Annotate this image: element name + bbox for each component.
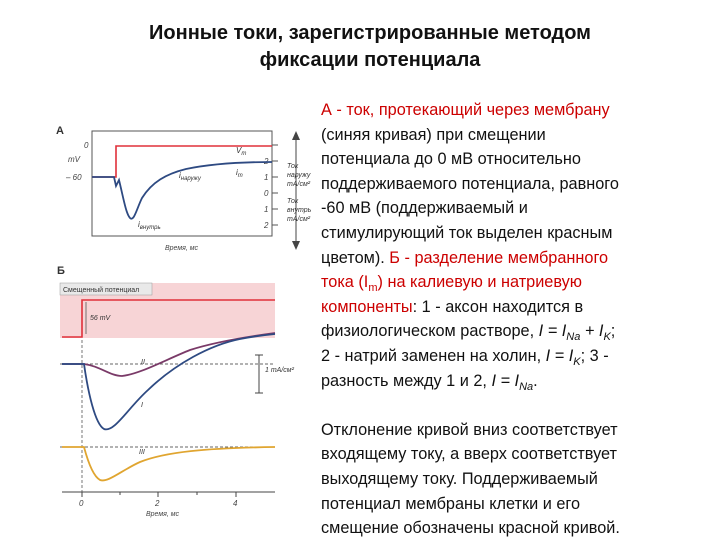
text-segment: I = I: [491, 371, 520, 390]
text-line: [321, 442, 713, 467]
text-segment: ;: [610, 322, 616, 341]
right-tick-label: 2: [264, 157, 269, 166]
text-segment: разность между 1 и 2,: [321, 371, 492, 390]
text-segment: Na: [519, 380, 534, 393]
text-segment: компоненты: [321, 297, 413, 316]
panel-a-tick-0: 0: [84, 141, 89, 150]
i-in-label: $i_{внутрь}$: [138, 220, 161, 231]
x-tick-label: 4: [233, 499, 238, 508]
text-segment: K: [573, 355, 581, 368]
text-segment: тока (I: [321, 273, 369, 292]
arrow-up-icon: [292, 131, 300, 140]
right-tick-label: 2: [264, 221, 269, 230]
text-segment: -60 мВ (поддерживаемый и: [321, 199, 528, 218]
text-segment: .: [533, 371, 538, 390]
text-segment: I = I: [538, 322, 567, 341]
paragraph-gap: [321, 393, 713, 418]
text-segment: потенциала до 0 мВ относительно: [321, 150, 581, 169]
text-segment: входящему току, а вверх соответствует: [321, 445, 618, 464]
im-label: $i_m$: [236, 168, 243, 179]
right-tick-label: 1: [264, 205, 269, 214]
explanation-text: [321, 98, 713, 541]
text-segment: 2 - натрий заменен на холин,: [321, 346, 546, 365]
current-out-label: Ток наружу mA/см²: [287, 163, 311, 188]
text-segment: смещение обозначены красной кривой.: [321, 519, 620, 538]
curve-ii-label: II: [141, 359, 145, 366]
text-segment: K: [603, 331, 611, 344]
scale-label: 1 mA/см²: [265, 367, 294, 374]
x-tick-label: 0: [79, 499, 84, 508]
text-segment: + I: [580, 322, 604, 341]
title-line-2: фиксации потенциала: [259, 49, 481, 71]
text-line: [321, 418, 713, 443]
text-segment: ) на калиевую и натриевую: [377, 273, 582, 292]
text-line: [321, 467, 713, 492]
panel-a-label: А: [56, 125, 64, 137]
x-tick-label: 2: [155, 499, 160, 508]
text-segment: ; 3 -: [580, 346, 609, 365]
text-segment: Б - разделение мембранного: [389, 248, 609, 267]
text-line: [321, 344, 713, 369]
right-tick-label: 0: [264, 189, 269, 198]
text-line: [321, 295, 713, 320]
text-line: [321, 246, 713, 271]
text-line: [321, 172, 713, 197]
text-line: [321, 369, 713, 394]
text-segment: (синяя кривая) при смещении: [321, 125, 546, 144]
panel-a-mv-label: mV: [68, 155, 80, 164]
panel-b-label: Б: [57, 265, 65, 277]
text-segment: выходящему току. Поддерживаемый: [321, 469, 598, 488]
text-segment: физиологическом растворе,: [321, 322, 539, 341]
curve-i: [62, 334, 275, 429]
text-line: [321, 221, 713, 246]
text-line: [321, 492, 713, 517]
text-line: [321, 123, 713, 148]
vm-label: $V_m$: [236, 146, 247, 157]
text-line: [321, 98, 713, 123]
step-label: 56 mV: [90, 315, 111, 322]
arrow-down-icon: [292, 241, 300, 250]
panel-b-time-label: Время, мс: [146, 511, 180, 518]
i-out-label: $i_{наружу}$: [179, 171, 201, 182]
text-line: [321, 319, 713, 344]
text-line: [321, 516, 713, 541]
text-segment: потенциал мембраны клетки и его: [321, 494, 581, 513]
text-segment: I = I: [545, 346, 574, 365]
text-segment: цветом).: [321, 248, 390, 267]
text-segment: поддерживаемого потенциала, равного: [321, 174, 619, 193]
text-line: [321, 147, 713, 172]
current-in-label: Ток внутрь mA/см²: [287, 198, 312, 223]
text-line: [321, 196, 713, 221]
curve-iii-label: III: [139, 449, 145, 456]
text-segment: : 1 - аксон находится в: [412, 297, 584, 316]
text-segment: стимулирующий ток выделен красным: [321, 223, 613, 242]
text-segment: Na: [566, 331, 581, 344]
text-line: [321, 270, 713, 295]
text-segment: А - ток, протекающий через мембрану: [321, 101, 610, 119]
text-segment: m: [368, 282, 378, 295]
title-line-1: Ионные токи, зарегистрированные методом: [149, 22, 591, 44]
panel-a-time-label: Время, мс: [165, 245, 199, 252]
shifted-potential-label: Смещенный потенциал: [63, 287, 140, 294]
panel-a-membrane-current: [92, 162, 272, 219]
text-segment: Отклонение кривой вниз соответствует: [321, 420, 618, 439]
curve-ii: [62, 333, 275, 376]
curve-i-label: I: [141, 402, 143, 409]
panel-a-tick-minus60: – 60: [66, 173, 82, 182]
right-tick-label: 1: [264, 173, 269, 182]
curve-iii: [62, 447, 275, 480]
